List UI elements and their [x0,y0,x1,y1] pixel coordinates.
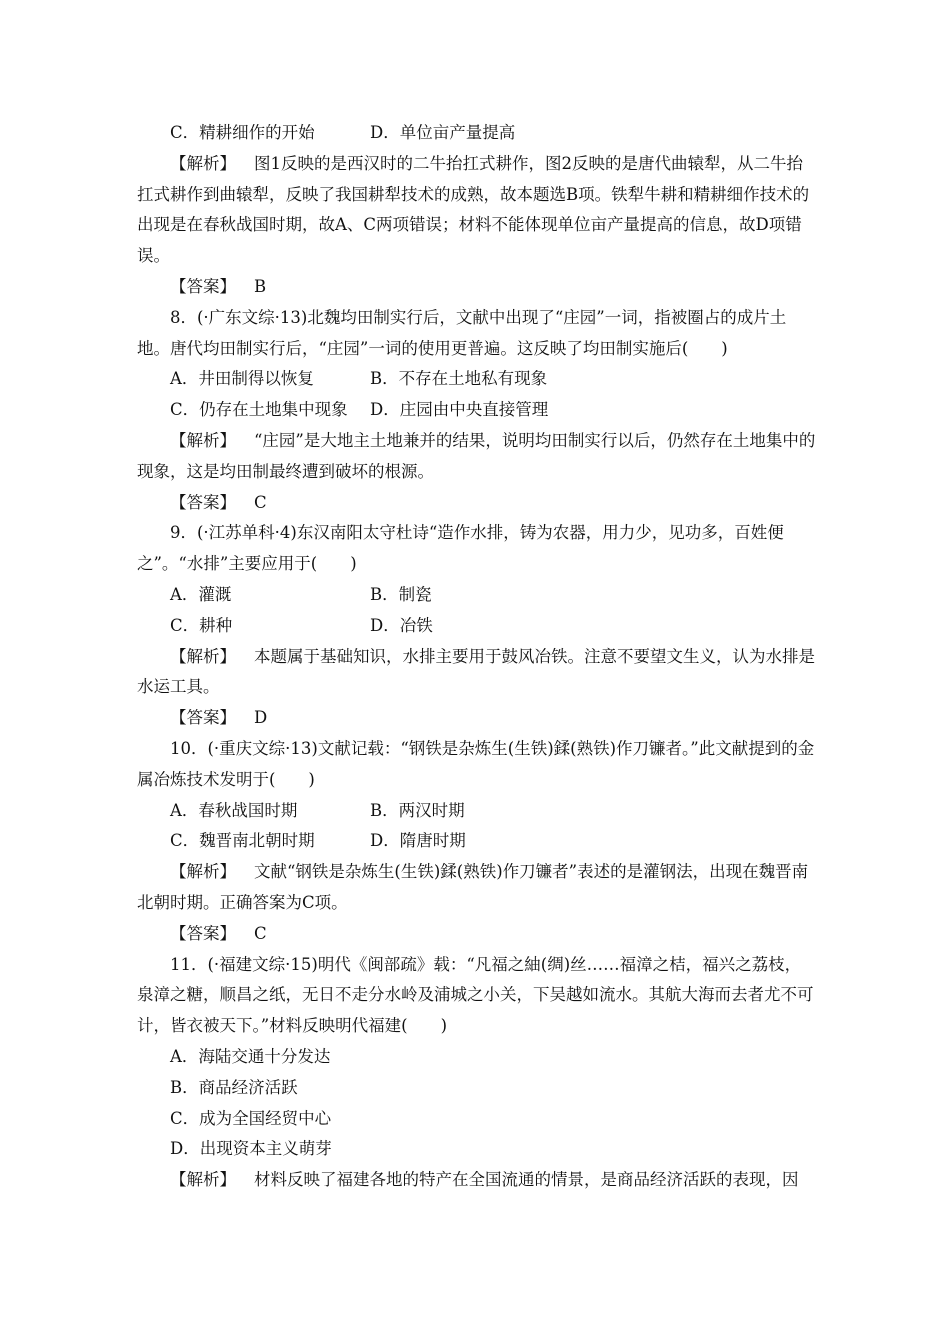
option-row [137,611,817,642]
question-paragraph [137,950,817,1042]
section-tag: 【解析】 [170,862,236,882]
paragraph-text: 11．(·福建文综·15)明代《闽部疏》载：“凡福之紬(绸)丝……福漳之桔，福兴之荔枝，泉漳之糖，顺昌之纸，无日不走分水岭及浦城之小关，下吴越如流水。其航大海而去者尤不可计，皆衣被天下。”材料反映明代福建( ) [137,954,814,1036]
question-paragraph [137,303,817,365]
paragraph-text: 材料反映了福建各地的特产在全国流通的情景，是商品经济活跃的表现，因 [254,1170,799,1190]
explanation-paragraph [137,703,817,734]
paragraph-text: 8．(·广东文综·13)北魏均田制实行后，文献中出现了“庄园”一词，指被圈占的成片土地。唐代均田制实行后，“庄园”一词的使用更普遍。这反映了均田制实施后( ) [137,307,787,358]
section-tag: 【解析】 [170,1170,236,1190]
paragraph-text: 10．(·重庆文综·13)文献记载：“钢铁是杂炼生(生铁)鍒(熟铁)作刀镰者。”此文献提到的金属冶炼技术发明于( ) [137,738,815,789]
section-tag: 【答案】 [170,923,236,943]
option-line: B．商品经济活跃 [170,1077,298,1097]
option-right: B．制瓷 [370,584,432,604]
option-right: D．冶铁 [370,615,433,635]
option-line: A．海陆交通十分发达 [170,1046,331,1066]
option-right: B．两汉时期 [370,800,465,820]
paragraph-text: C [254,492,267,512]
option-left: C．耕种 [170,615,233,635]
option-row [137,580,817,611]
option-left: A．井田制得以恢复 [170,369,314,389]
option-left: C．魏晋南北朝时期 [170,831,315,851]
paragraph-text: 图1反映的是西汉时的二牛抬扛式耕作，图2反映的是唐代曲辕犁，从二牛抬扛式耕作到曲辕犁，反映了我国耕犁技术的成熟，故本题选B项。铁犁牛耕和精耕细作技术的出现是在春秋战国时期，故A、C两项错误；材料不能体现单位亩产量提高的信息，故D项错误。 [137,153,810,266]
question-paragraph [137,518,817,580]
option-right: D．单位亩产量提高 [370,123,516,142]
option-row [137,826,817,857]
option-right: B．不存在土地私有现象 [370,369,548,389]
option-row [137,118,817,149]
paragraph-text: C [254,923,267,943]
paragraph-text: 9．(·江苏单科·4)东汉南阳太守杜诗“造作水排，铸为农器，用力少，见功多，百姓便之”。“水排”主要应用于( ) [137,523,784,574]
section-tag: 【解析】 [170,153,236,173]
option-row [137,364,817,395]
option-right: D．隋唐时期 [370,831,466,851]
question-paragraph [137,734,817,796]
option-row [137,395,817,426]
option-line: C．成为全国经贸中心 [170,1108,332,1128]
section-tag: 【答案】 [170,708,236,728]
option-left: A．春秋战国时期 [170,800,298,820]
explanation-paragraph [137,149,817,272]
option-row [137,796,817,827]
explanation-paragraph [137,857,817,919]
section-tag: 【答案】 [170,492,236,512]
option-left: C．仍存在土地集中现象 [170,400,348,420]
paragraph-text: 文献“钢铁是杂炼生(生铁)鍒(熟铁)作刀镰者”表述的是灌钢法，出现在魏晋南北朝时期。正确答案为C项。 [137,862,809,912]
document-body [137,118,817,1196]
section-tag: 【解析】 [170,430,236,450]
paragraph-text: B [254,276,267,296]
explanation-paragraph [137,919,817,950]
section-tag: 【答案】 [170,276,236,296]
option-left: C．精耕细作的开始 [170,123,315,142]
option-right: D．庄园由中央直接管理 [370,400,549,420]
explanation-paragraph [137,1165,817,1196]
section-tag: 【解析】 [170,646,236,666]
paragraph-text: D [254,708,268,728]
option-left: A．灌溉 [170,584,232,604]
explanation-paragraph [137,488,817,519]
paragraph-text: “庄园”是大地主土地兼并的结果，说明均田制实行以后，仍然存在土地集中的现象，这是均田制最终遭到破坏的根源。 [137,430,816,481]
explanation-paragraph [137,426,817,488]
option-line: D．出现资本主义萌芽 [170,1139,332,1159]
explanation-paragraph [137,272,817,303]
explanation-paragraph [137,642,817,704]
paragraph-text: 本题属于基础知识，水排主要用于鼓风冶铁。注意不要望文生义，认为水排是水运工具。 [137,646,815,697]
